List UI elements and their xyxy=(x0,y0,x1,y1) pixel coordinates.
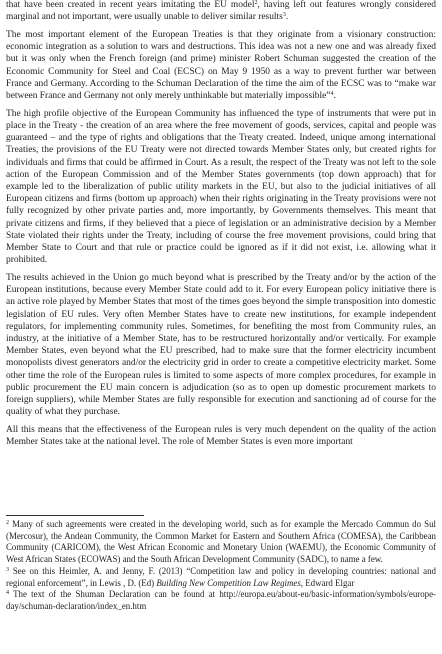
footnotes xyxy=(6,519,436,613)
footnote-text: See on this Heimler, A. and Jenny, F. (2013) “Competition law and policy in developing countries: national and regional enforcement”, in Lewis , D. (Ed) xyxy=(6,565,436,588)
paragraph-effectiveness: All this means that the effectiveness of the European rules is very much dependent on the quality of the action Member States take at the national level. The role of Member States is even more important xyxy=(6,425,436,448)
footnote-book-title: Building New Competition Law Regimes xyxy=(156,577,301,588)
paragraph-text: . xyxy=(333,91,336,102)
footnote-2 xyxy=(6,519,436,566)
footnote-ref: 3 xyxy=(282,12,286,19)
footnote-3 xyxy=(6,566,436,589)
footnote-separator xyxy=(6,515,144,516)
paragraph-text: The most important element of the European Treaties is that they originate from a visionary construction: economic integration as a solution to wars and destructions. This idea was not a new one and was already fixed but it was only when the French foreign (and prime) minister Robert Schuman suggested the creation of the Economic Community for Steel and Coal (ECSC) on May 9 1950 as a way to prevent further war between France and Germany. According to the Schuman Declaration of the time the aim of the ECSC was to “make war between France and Germany not only merely unthinkable but materially impossible” xyxy=(6,30,436,102)
paragraph-continuation xyxy=(6,0,436,23)
footnote-4 xyxy=(6,589,436,612)
footnote-text: , Edward Elgar xyxy=(300,577,355,588)
paragraph-text: . xyxy=(285,12,289,23)
footnote-number: 3 xyxy=(6,566,9,573)
paragraph-text: , having left out features wrongly considered marginal and not important, were usually unable to deliver similar results xyxy=(6,0,436,23)
footnote-ref: 2 xyxy=(254,0,258,6)
paragraph-results: The results achieved in the Union go much beyond what is prescribed by the Treaty and/or by the action of the European institutions, because every Member State could add to it. For every European policy initiative there is an active role played by Member States that most of the times goes beyond the simple transposition into domestic legislation of EU rules. Very often Member States have to create new institutions, for example independent regulators, for implementing community rules. Sometimes, for benefiting the most from Community rules, an industry, at the initiative of a Member State, has to be restructured horizontally and/or vertically. For example Member States, even beyond what the EU prescribed, had to make sure that the former electricity incumbent monopolists divest generators and/or the electricity grid in order to create a competitive electricity market. Some other time the role of the European rules is limited to some aspects of more complex procedures, for example in public procurement the EU main concern is adjudication (so as to open up domestic procurement markets to foreign suppliers), while Member States are fully responsible for execution and sanctioning ad of course for the quality of what they purchase. xyxy=(6,273,436,418)
footnote-text: Many of such agreements were created in the developing world, such as for example the Mercado Commun do Sul (Mercosur), the Andean Community, the Common Market for Eastern and Southern Africa (COMESA), the Caribbean Community (CARICOM), the West African Economic and Monetary Union (WAEMU), the Economic Community of West African States (ECOWAS) and the South African Development Community (SADC), to name a few. xyxy=(6,519,436,565)
paragraph-schuman xyxy=(6,29,436,102)
footnote-number: 2 xyxy=(6,520,9,526)
paragraph-objective: The high profile objective of the European Community has influenced the type of instruments that were put in place in the Treaty - the creation of an area where the free movement of goods, services, capital and people was guaranteed – and the type of rights and obligations that the Treaty created. Indeed, unique among international Treaties, the provisions of the EU Treaty were not directed towards Member States only, but created rights for individuals and firms that could be affirmed in Court. As a result, the respect of the Treaty was not left to the sole action of the European Commission and of the Member States governments (top down approach) that for example led to the liberalization of public utility markets in the EU, but also to the judicial initiatives of all European citizens and firms (bottom up approach) when their rights originating in the Treaty provisions were not fully recognized by other private parties and, more importantly, by Governments themselves. This meant that private citizens and firms, if they believed that a piece of legislation or an administrative decision by a Member State violated their rights under the Treaty, including of course the free movement provisions, could bring that Member State to Court and that rule or practice could be ignored as if it did not exist, i.e. allowing what it prohibited. xyxy=(6,108,436,266)
footnote-text: The text of the Shuman Declaration can be found at http://europa.eu/about-eu/basic-information/symbols/europe-day/schuman-declaration/index_en.htm xyxy=(6,589,436,611)
footnote-number: 4 xyxy=(6,590,9,597)
paragraph-text: that have been created in recent years imitating the EU model xyxy=(6,0,255,10)
footnote-ref: 4 xyxy=(330,91,334,98)
